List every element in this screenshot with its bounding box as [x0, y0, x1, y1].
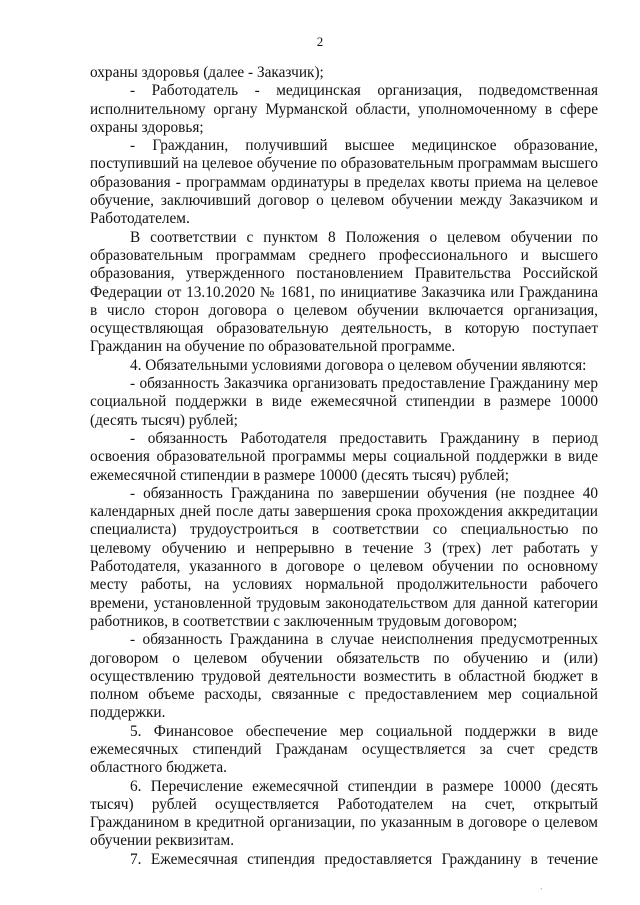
paragraph-item-5: 5. Финансовое обеспечение мер социальной поддержки в виде ежемесячных стипендий Гражданам осуществляется за счет средств областного бюджета.	[90, 722, 598, 777]
paragraph-employer-duty: - обязанность Работодателя предоставить Гражданину в период освоения образовательной программы меры социальной поддержки в виде ежемесячной стипендии в размере 10000 (десять тысяч) рублей;	[90, 429, 598, 484]
page-number: 2	[316, 34, 324, 49]
paragraph-citizen-refund: - обязанность Гражданина в случае неисполнения предусмотренных договором о целевом обучении обязательств по обучению и (или) осуществлению трудовой деятельности возместить в областной бюджет в полном объеме расходы, связанные с предоставлением мер социальной поддержки.	[90, 631, 598, 722]
paragraph-item-4: 4. Обязательными условиями договора о целевом обучении являются:	[130, 356, 587, 374]
paragraph-item-6: 6. Перечисление ежемесячной стипендии в размере 10000 (десять тысяч) рублей осуществляется Работодателем на счет, открытый Гражданином в кредитной организации, по указанным в договоре о целевом обучении реквизитам.	[90, 777, 598, 850]
paragraph-citizen: - Гражданин, получивший высшее медицинское образование, поступивший на целевое обучение по образовательным программам высшего образования - программам ординатуры в пределах квоты приема на целевое обучение, заключивший договор о целевом обучении между Заказчиком и Работодателем.	[90, 137, 598, 228]
paragraph-employer: - Работодатель - медицинская организация, подведомственная исполнительному органу Мурманской области, уполномоченному в сфере охраны здоровья;	[90, 82, 598, 136]
paragraph-item-7: 7. Ежемесячная стипендия предоставляется Гражданину в течение	[130, 850, 598, 868]
paragraph-citizen-duty: - обязанность Гражданина по завершении обучения (не позднее 40 календарных дней после даты завершения срока прохождения аккредитации специалиста) трудоустроиться в соответствии со специальностью по целевому обучению и непрерывно в течение 3 (трех) лет работать у Работодателя, указанного в договоре о целевом обучении по основному месту работы, на условиях нормальной продолжительности рабочего времени, установленной трудовым законодательством для данной категории работников, в соответствии с заключенным трудовым договором;	[90, 484, 598, 630]
document-body	[90, 64, 598, 869]
paragraph-customer-duty: - обязанность Заказчика организовать предоставление Гражданину мер социальной поддержки в виде ежемесячной стипендии в размере 10000 (десять тысяч) рублей;	[90, 375, 598, 429]
scan-speck: ˋ	[540, 887, 543, 896]
paragraph-customer-end: охраны здоровья (далее - Заказчик);	[90, 64, 324, 81]
paragraph-regulation-ref: В соответствии с пунктом 8 Положения о целевом обучении по образовательным программам среднего профессионального и высшего образования, утвержденного постановлением Правительства Российской Федерации от 13.10.2020 № 1681, по инициативе Заказчика или Гражданина в число сторон договора о целевом обучении включается организация, осуществляющая образовательную деятельность, в которую поступает Гражданин на обучение по образовательной программе.	[90, 228, 598, 356]
